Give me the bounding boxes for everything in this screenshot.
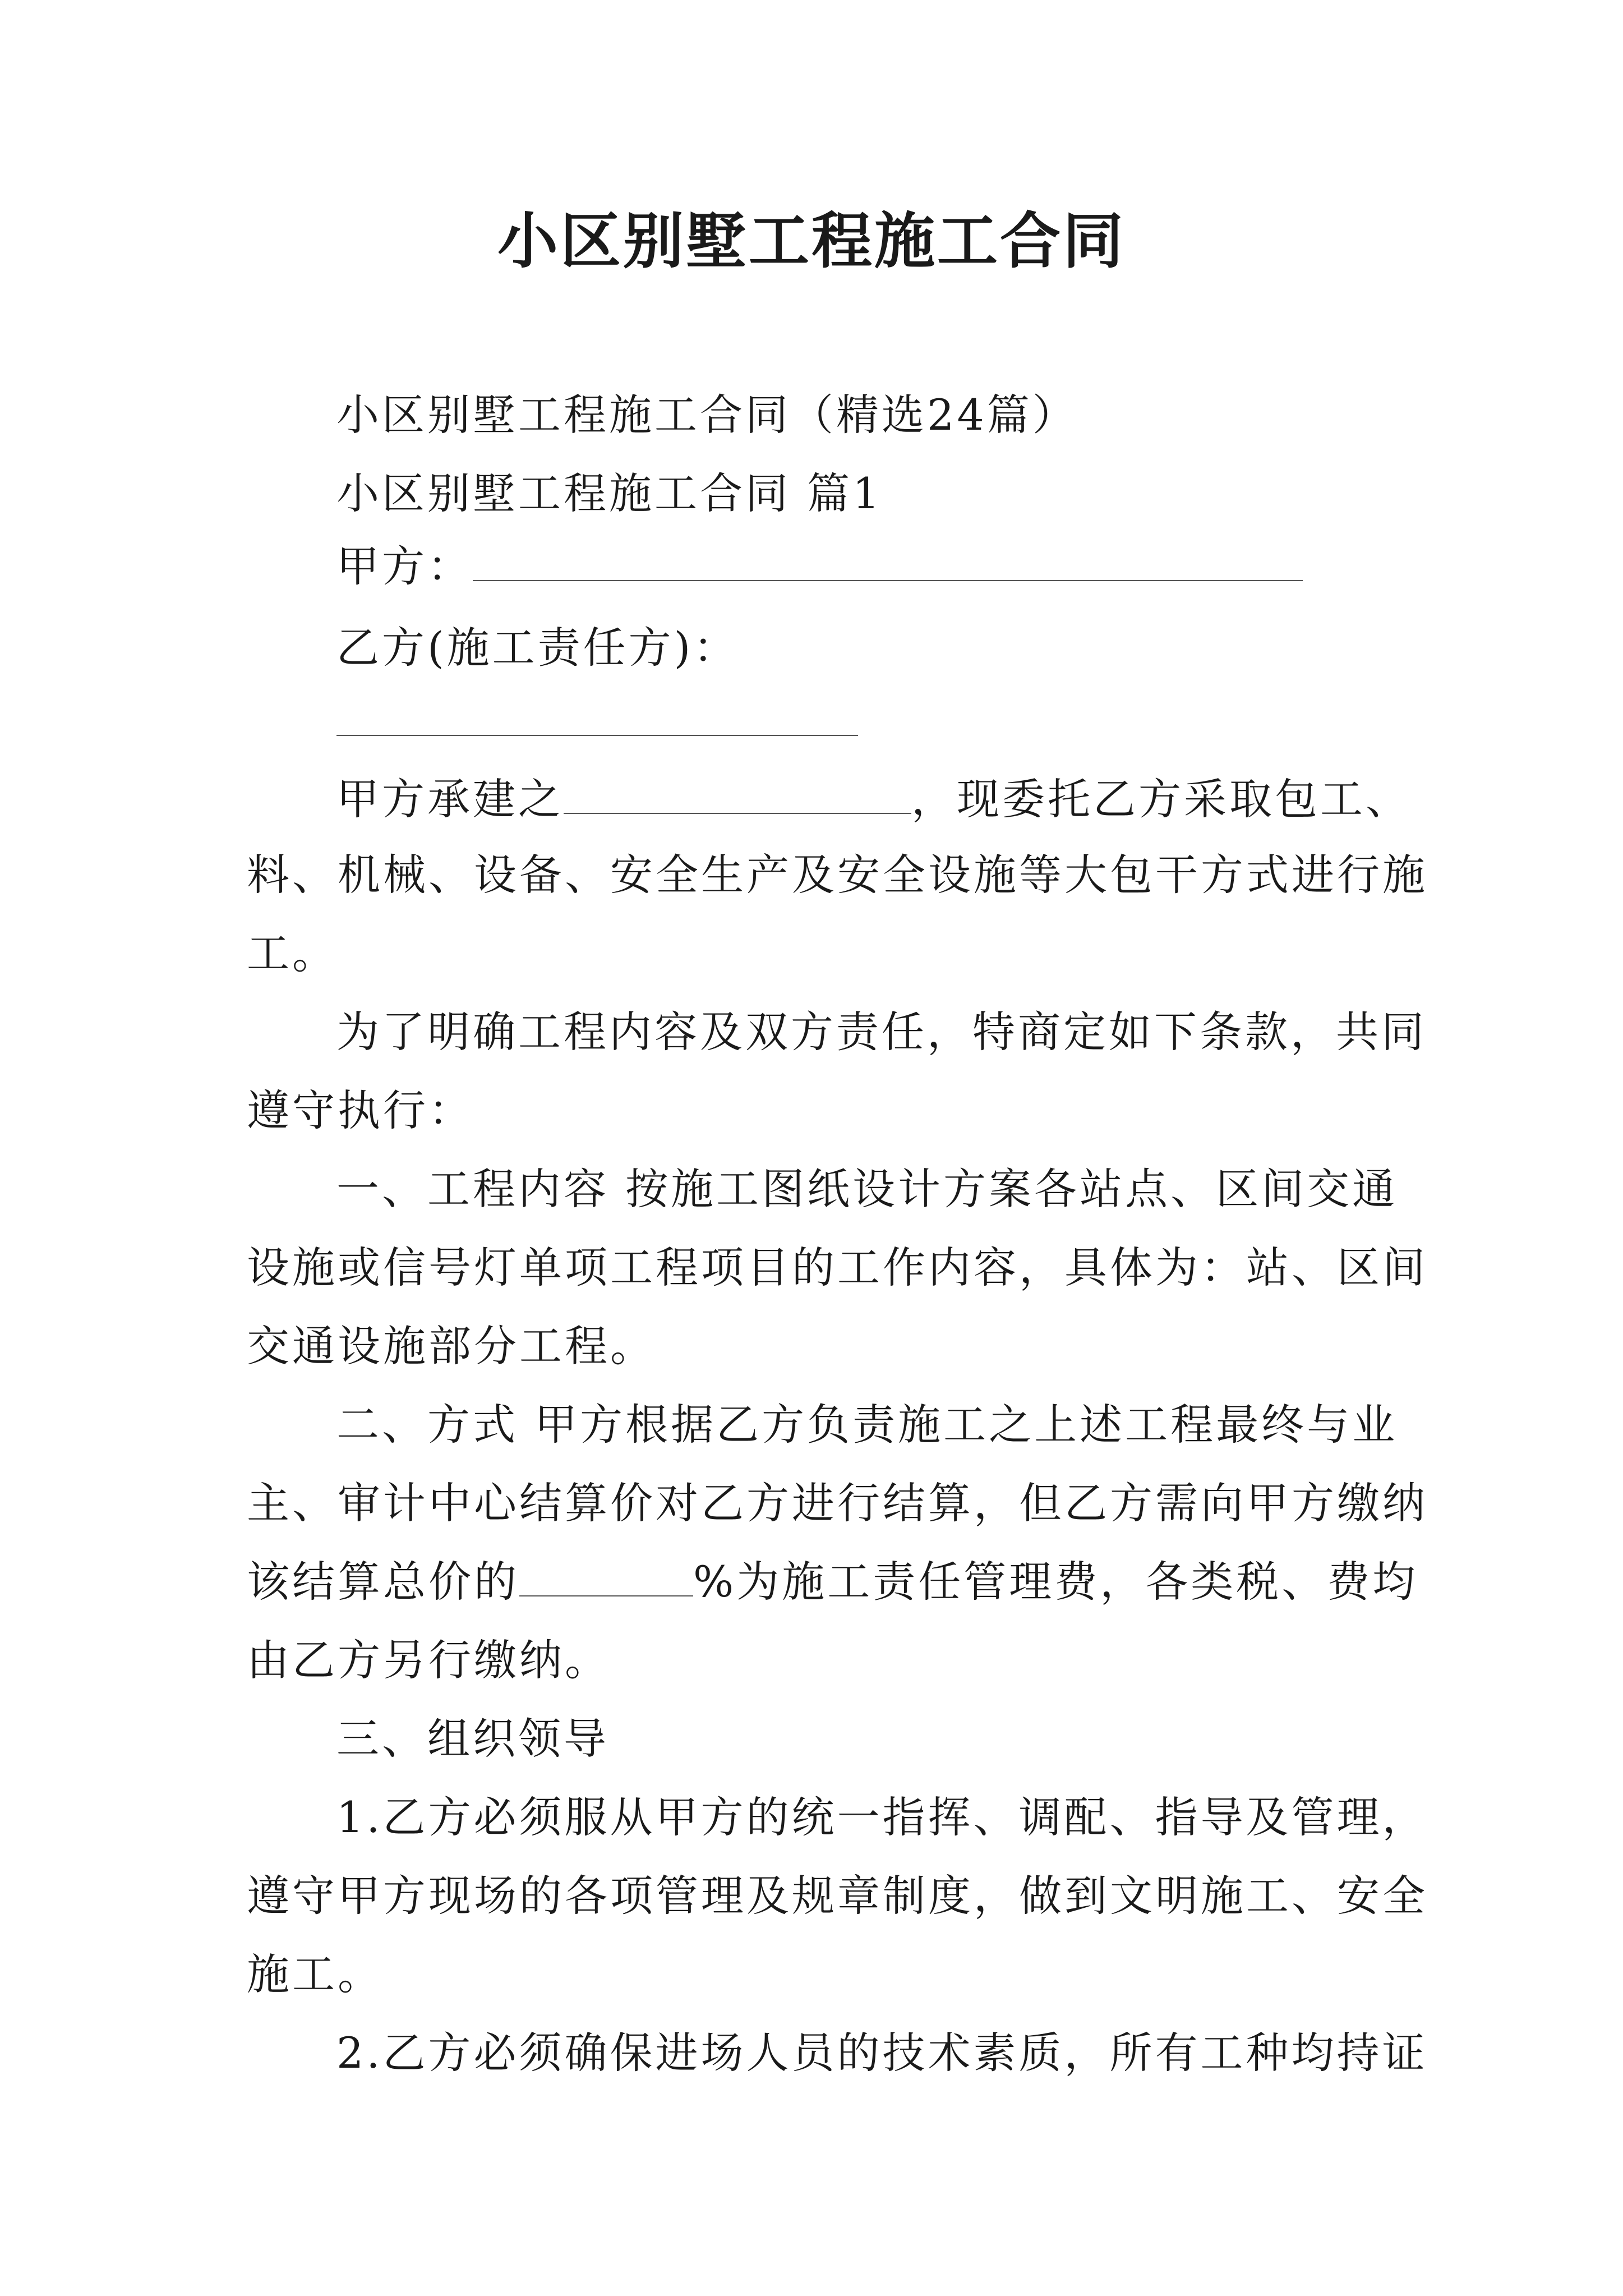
p4-line3 bbox=[247, 1554, 1418, 1610]
p1-text-a: 甲方承建之 bbox=[336, 774, 564, 824]
party-a-label: 甲方： bbox=[336, 541, 473, 591]
p4-text-a: 该结算总价的 bbox=[247, 1557, 519, 1607]
p6-line1: 1.乙方必须服从甲方的统一指挥、调配、指导及管理， bbox=[336, 1792, 1428, 1842]
party-b-blank[interactable] bbox=[336, 735, 858, 736]
p4-line1: 二、方式 甲方根据乙方负责施工之上述工程最终与业 bbox=[336, 1400, 1398, 1450]
document-title: 小区别墅工程施工合同 bbox=[497, 206, 1126, 277]
p3-line3: 交通设施部分工程。 bbox=[247, 1321, 656, 1371]
party-a-blank[interactable] bbox=[473, 541, 1303, 581]
p3-line2: 设施或信号灯单项工程项目的工作内容，具体为：站、区间 bbox=[247, 1243, 1428, 1292]
p1-text-b: ，现委托乙方采取包工、 bbox=[911, 774, 1411, 824]
p5-line1: 三、组织领导 bbox=[336, 1714, 609, 1764]
p4-line4: 由乙方另行缴纳。 bbox=[247, 1635, 610, 1685]
p1-line3: 工。 bbox=[247, 928, 338, 978]
p6-line2: 遵守甲方现场的各项管理及规章制度，做到文明施工、安全 bbox=[247, 1871, 1428, 1921]
p1-line2: 料、机械、设备、安全生产及安全设施等大包干方式进行施 bbox=[247, 850, 1428, 900]
p1-line1 bbox=[336, 771, 1411, 827]
fee-percent-blank[interactable] bbox=[519, 1556, 693, 1596]
p4-text-b: %为施工责任管理费，各类税、费均 bbox=[693, 1557, 1418, 1607]
p6-line3: 施工。 bbox=[247, 1949, 383, 1999]
p7-line1: 2.乙方必须确保进场人员的技术素质，所有工种均持证 bbox=[336, 2028, 1428, 2078]
p2-line1: 为了明确工程内容及双方责任，特商定如下条款，共同 bbox=[336, 1007, 1427, 1057]
subtitle: 小区别墅工程施工合同（精选24篇） bbox=[336, 390, 1078, 440]
project-name-blank[interactable] bbox=[564, 774, 911, 814]
p2-line2: 遵守执行： bbox=[247, 1085, 474, 1135]
section-heading: 小区别墅工程施工合同 篇1 bbox=[336, 468, 883, 518]
party-b-label: 乙方(施工责任方)： bbox=[336, 623, 739, 673]
party-a-line bbox=[336, 539, 1303, 595]
p4-line2: 主、审计中心结算价对乙方进行结算，但乙方需向甲方缴纳 bbox=[247, 1478, 1428, 1528]
p3-line1: 一、工程内容 按施工图纸设计方案各站点、区间交通 bbox=[336, 1164, 1398, 1214]
